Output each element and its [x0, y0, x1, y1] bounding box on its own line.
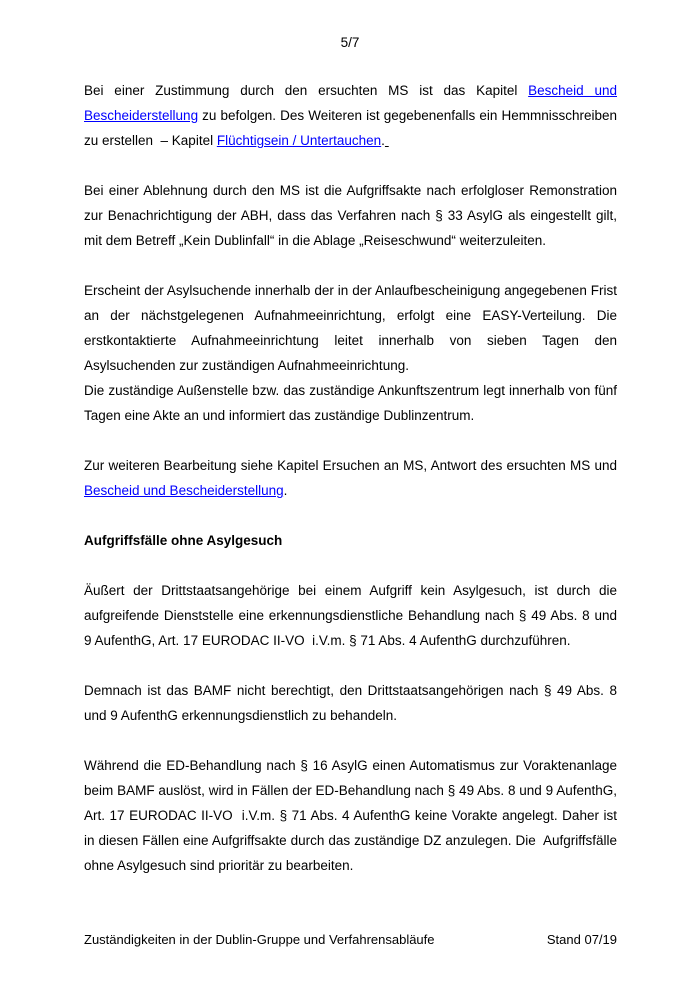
- text-run: Äußert der Drittstaatsangehörige bei einem Aufgriff kein Asylgesuch, ist durch die aufgreifende Dienststelle eine erkennungsdienstliche Behandlung nach § 49 Abs. 8 und 9 AufenthG, Art. 17 EURODAC II-VO i.V.m. § 71 Abs. 4 AufenthG durchzuführen.: [84, 583, 617, 648]
- text-run: Zur weiteren Bearbeitung siehe Kapitel Ersuchen an MS, Antwort des ersuchten MS und: [84, 458, 617, 473]
- text-run: .: [381, 133, 385, 148]
- paragraph: [84, 453, 617, 503]
- text-run: Demnach ist das BAMF nicht berechtigt, den Drittstaatsangehörigen nach § 49 Abs. 8 und 9 AufenthG erkennungsdienstlich zu behandeln.: [84, 683, 617, 723]
- text-run: .: [283, 483, 288, 498]
- footer-document-title: Zuständigkeiten in der Dublin-Gruppe und Verfahrensabläufe: [84, 932, 435, 947]
- chapter-link[interactable]: Bescheid und Bescheiderstellung: [84, 483, 284, 498]
- text-run: Bei einer Zustimmung durch den ersuchten MS ist das Kapitel: [84, 83, 529, 98]
- footer-version-stamp: Stand 07/19: [546, 932, 617, 947]
- paragraph: [84, 578, 617, 653]
- text-run: Aufgriffsfälle ohne Asylgesuch: [84, 533, 283, 548]
- text-run: Während die ED-Behandlung nach § 16 AsylG einen Automatismus zur Voraktenanlage beim BAMF auslöst, wird in Fällen der ED-Behandlung nach § 49 Abs. 8 und 9 AufenthG, Art. 17 EURODAC II-VO i.V.m. § 71 Abs. 4 AufenthG keine Vorakte angelegt. Daher ist in diesen Fällen eine Aufgriffsakte durch das zuständige DZ anzulegen. Die Aufgriffsfälle ohne Asylgesuch sind prioritär zu bearbeiten.: [84, 758, 617, 873]
- paragraph: [84, 278, 617, 378]
- paragraph: [84, 378, 617, 428]
- paragraph: [84, 753, 617, 878]
- section-heading: [84, 528, 617, 553]
- chapter-link[interactable]: Flüchtigsein / Untertauchen: [216, 133, 382, 148]
- underlined-space: [385, 133, 389, 148]
- text-run: Die zuständige Außenstelle bzw. das zuständige Ankunftszentrum legt innerhalb von fünf Tagen eine Akte an und informiert das zuständige Dublinzentrum.: [84, 383, 617, 423]
- text-run: zu befolgen. Des Weiteren ist gegebenenfalls ein Hemmnisschreiben zu erstellen – Kapitel: [84, 108, 617, 148]
- document-body: [84, 78, 617, 878]
- paragraph: [84, 678, 617, 728]
- text-run: Bei einer Ablehnung durch den MS ist die Aufgriffsakte nach erfolgloser Remonstration zur Benachrichtigung der ABH, dass das Verfahren nach § 33 AsylG als eingestellt gilt, mit dem Betreff „Kein Dublinfall“ in die Ablage „Reiseschwund“ weiterzuleiten.: [84, 183, 617, 248]
- paragraph: [84, 78, 617, 153]
- chapter-link[interactable]: Bescheid und Bescheiderstellung: [84, 83, 617, 123]
- page-footer: [84, 931, 617, 949]
- text-run: Erscheint der Asylsuchende innerhalb der in der Anlaufbescheinigung angegebenen Frist an der nächstgelegenen Aufnahmeeinrichtung, erfolgt eine EASY-Verteilung. Die erstkontaktierte Aufnahmeeinrichtung leitet innerhalb von sieben Tagen den Asylsuchenden zur zuständigen Aufnahmeeinrichtung.: [84, 283, 617, 373]
- paragraph: [84, 178, 617, 253]
- page-number: 5/7: [340, 35, 360, 50]
